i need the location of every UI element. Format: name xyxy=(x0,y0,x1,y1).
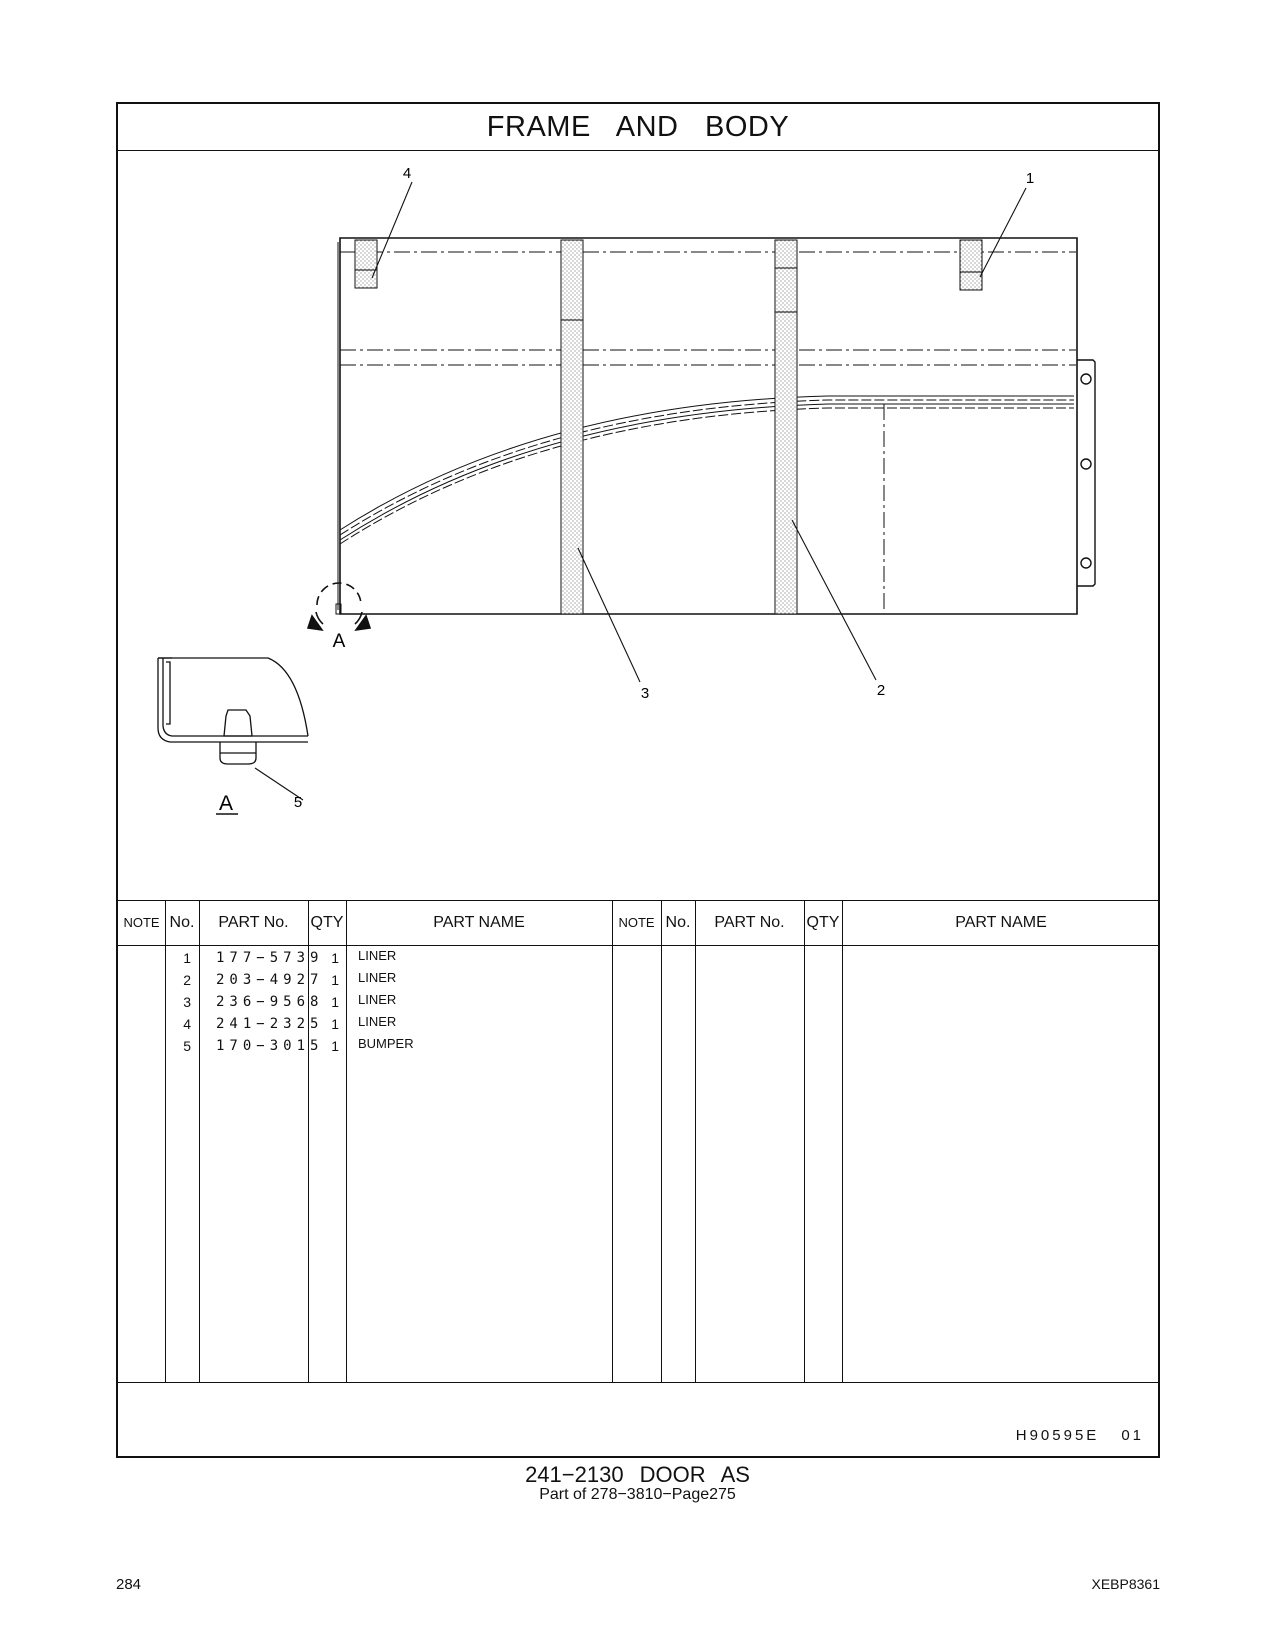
row-part-name: BUMPER xyxy=(358,1036,414,1051)
header-note: NOTE xyxy=(618,915,655,930)
callout-2: 2 xyxy=(876,682,886,699)
col-divider xyxy=(612,901,613,1382)
row-part-name: LINER xyxy=(358,1014,397,1029)
parts-page-frame xyxy=(116,102,1160,1458)
assembly-caption: 241−2130 DOOR AS xyxy=(525,1462,750,1487)
row-no: 5 xyxy=(183,1038,191,1054)
col-divider xyxy=(346,901,347,1382)
liner-1-block xyxy=(960,240,982,290)
document-id: XEBP8361 xyxy=(1091,1576,1160,1592)
liner-3-strip xyxy=(561,240,583,614)
col-divider xyxy=(695,901,696,1382)
row-part-no: 241−2325 xyxy=(216,1016,324,1032)
row-part-name: LINER xyxy=(358,970,397,985)
row-no: 4 xyxy=(183,1016,191,1032)
col-divider xyxy=(804,901,805,1382)
callout-1: 1 xyxy=(1025,170,1035,187)
row-part-no: 236−9568 xyxy=(216,994,324,1010)
door-assembly-illustration xyxy=(118,150,1158,900)
hinge-plate xyxy=(1077,360,1095,586)
col-divider xyxy=(842,901,843,1382)
page-number: 284 xyxy=(116,1576,142,1593)
header-no: No. xyxy=(665,914,691,931)
page-title: FRAME AND BODY xyxy=(118,104,1158,151)
assembly-subcaption: Part of 278−3810−Page275 xyxy=(539,1486,736,1503)
illustration-number: H90595E xyxy=(1015,1427,1100,1444)
detail-a-view xyxy=(158,658,308,764)
row-part-name: LINER xyxy=(358,948,397,963)
liner-2-strip xyxy=(775,240,797,614)
door-panel xyxy=(338,238,1077,614)
row-part-no: 203−4927 xyxy=(216,972,324,988)
header-rule xyxy=(118,945,1158,946)
hidden-lines xyxy=(340,252,1076,612)
header-note: NOTE xyxy=(123,915,160,930)
header-part-name: PART NAME xyxy=(955,914,1047,931)
row-part-no: 177−5739 xyxy=(216,950,324,966)
liner-4-block xyxy=(355,240,377,288)
detail-a-label: A xyxy=(332,631,346,652)
header-part-name: PART NAME xyxy=(433,914,525,931)
header-no: No. xyxy=(169,914,195,931)
row-no: 3 xyxy=(183,994,191,1010)
row-no: 1 xyxy=(183,950,191,966)
callout-3: 3 xyxy=(640,685,650,702)
exploded-view-drawing xyxy=(118,150,1158,900)
row-no: 2 xyxy=(183,972,191,988)
header-qty: QTY xyxy=(310,914,344,931)
row-part-name: LINER xyxy=(358,992,397,1007)
detail-a-title: A xyxy=(218,792,234,815)
row-qty: 1 xyxy=(331,1038,339,1054)
callout-5: 5 xyxy=(293,794,303,811)
parts-list-table xyxy=(118,900,1158,1383)
row-qty: 1 xyxy=(331,972,339,988)
row-qty: 1 xyxy=(331,950,339,966)
callout-4: 4 xyxy=(402,165,412,182)
illustration-code xyxy=(1016,1427,1144,1444)
row-qty: 1 xyxy=(331,994,339,1010)
header-part-no: PART No. xyxy=(714,914,785,931)
illustration-revision: 01 xyxy=(1121,1427,1144,1444)
header-qty: QTY xyxy=(806,914,840,931)
detail-a-marker xyxy=(308,583,370,630)
header-part-no: PART No. xyxy=(218,914,289,931)
row-part-no: 170−3015 xyxy=(216,1038,324,1054)
col-divider xyxy=(199,901,200,1382)
window-curve xyxy=(340,396,1074,544)
row-qty: 1 xyxy=(331,1016,339,1032)
col-divider xyxy=(661,901,662,1382)
